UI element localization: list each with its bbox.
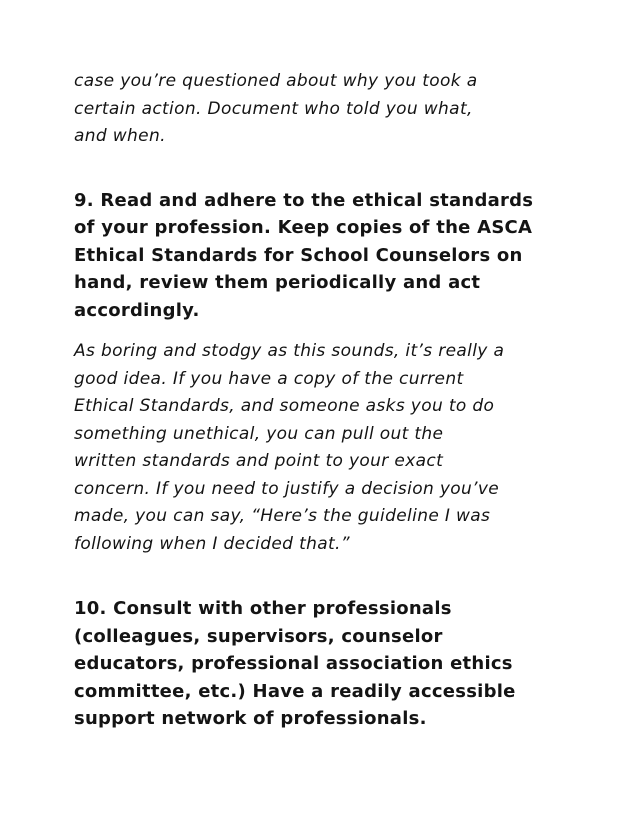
text-line: made, you can say, “Here’s the guideline I was [74, 506, 491, 526]
text-line: and when. [74, 126, 166, 146]
item-9-heading [74, 187, 574, 325]
heading-line: accordingly. [74, 299, 200, 321]
heading-line: educators, professional association ethics [74, 653, 513, 674]
heading-line: 9. Read and adhere to the ethical standards [74, 189, 534, 211]
text-line: case you’re questioned about why you took a [74, 71, 478, 91]
text-line: good idea. If you have a copy of the current [74, 368, 464, 389]
item-9-body [74, 338, 574, 558]
paragraph-spacer [74, 324, 574, 338]
heading-line: (colleagues, supervisors, counselor [74, 625, 443, 647]
item-10-heading [74, 595, 574, 733]
text-line: Ethical Standards, and someone asks you to do [74, 396, 495, 416]
text-line: certain action. Document who told you what, [74, 98, 473, 119]
heading-line: of your profession. Keep copies of the ASCA [74, 217, 533, 238]
text-line: written standards and point to your exact [74, 451, 444, 471]
heading-line: Ethical Standards for School Counselors on [74, 244, 523, 266]
text-line: concern. If you need to justify a decision you’ve [74, 478, 500, 499]
heading-line: committee, etc.) Have a readily accessible [74, 680, 516, 702]
text-line: something unethical, you can pull out the [74, 423, 444, 444]
document-page [74, 68, 574, 733]
paragraph-spacer [74, 151, 574, 187]
heading-line: support network of professionals. [74, 708, 427, 729]
paragraph-spacer [74, 558, 574, 595]
heading-line: hand, review them periodically and act [74, 272, 481, 293]
text-line: As boring and stodgy as this sounds, it’s really a [74, 341, 505, 361]
heading-line: 10. Consult with other professionals [74, 598, 452, 619]
intro-continuation-paragraph [74, 68, 574, 151]
text-line: following when I decided that.” [74, 533, 350, 554]
